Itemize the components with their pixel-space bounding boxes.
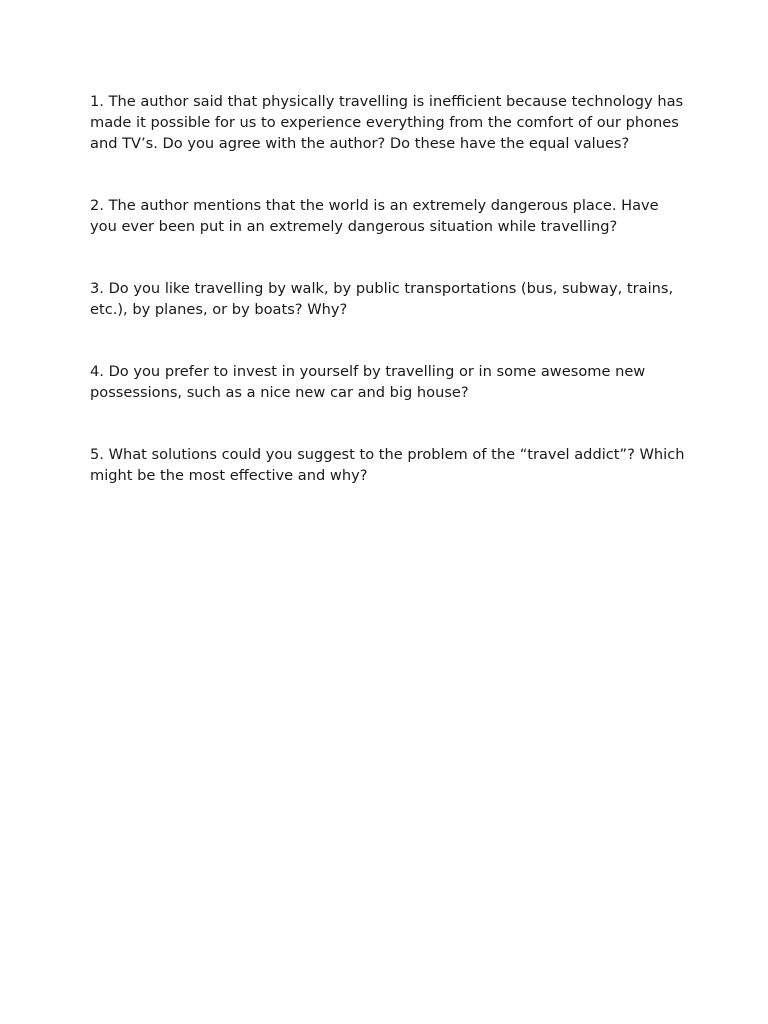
question-list — [90, 91, 686, 527]
question-5: 5. What solutions could you suggest to the problem of the “travel addict”? Which might be the most effective and why? — [90, 446, 685, 484]
question-2: 2. The author mentions that the world is an extremely dangerous place. Have you ever been put in an extremely dangerous situation while travelling? — [90, 197, 659, 235]
question-3: 3. Do you like travelling by walk, by public transportations (bus, subway, trains, etc.), by planes, or by boats? Why? — [90, 280, 674, 318]
question-1: 1. The author said that physically travelling is inefficient because technology has made it possible for us to experience everything from the comfort of our phones and TV’s. Do you agree with the author? Do these have the equal values? — [90, 93, 684, 152]
question-4: 4. Do you prefer to invest in yourself by travelling or in some awesome new possessions, such as a nice new car and big house? — [90, 363, 646, 401]
